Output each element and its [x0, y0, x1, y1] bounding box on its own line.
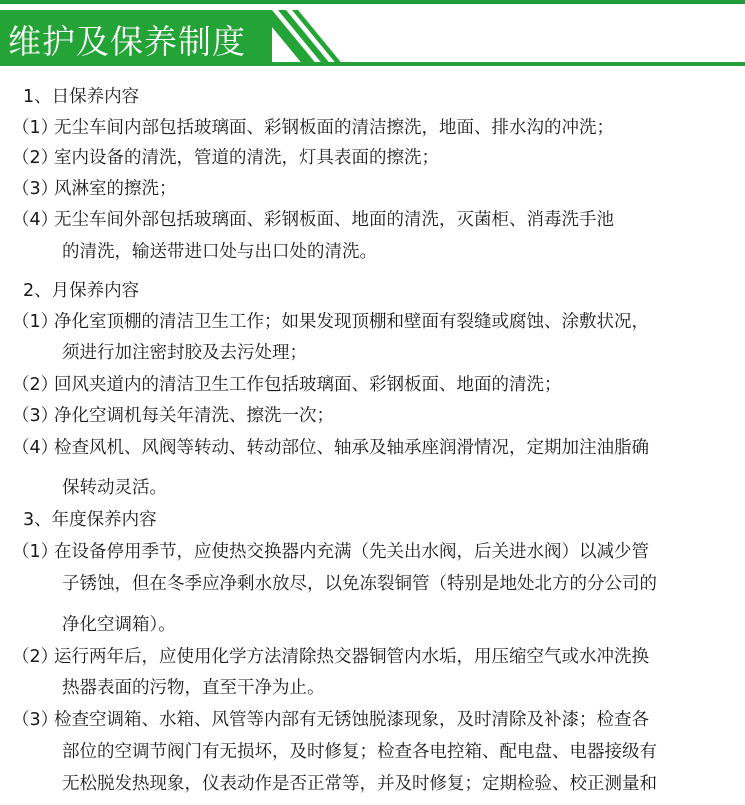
- item-text: 无尘车间外部包括玻璃面、彩钢板面、地面的清洗，灭菌柜、消毒洗手池: [54, 210, 614, 230]
- item-number: （4）: [12, 210, 59, 230]
- item-number: （3）: [12, 406, 59, 426]
- list-item-line: [12, 709, 649, 731]
- item-text: 室内设备的清洗，管道的清洗，灯具表面的擦洗；: [54, 148, 439, 168]
- list-item-line: [12, 117, 614, 139]
- list-item-line: [12, 646, 649, 668]
- item-number: （1）: [12, 312, 59, 332]
- item-number: （3）: [12, 179, 59, 199]
- item-number: （3）: [12, 710, 59, 730]
- item-text: 须进行加注密封胶及去污处理；: [62, 343, 307, 363]
- item-text: 净化室顶棚的清洁卫生工作；如果发现顶棚和壁面有裂缝或腐蚀、涂敷状况，: [54, 312, 649, 332]
- list-item-line: [12, 374, 562, 396]
- item-text: 热器表面的污物，直至干净为止。: [62, 678, 325, 698]
- item-number: （2）: [12, 148, 59, 168]
- list-item-line: [62, 573, 657, 595]
- item-number: （1）: [12, 118, 59, 138]
- section-heading: 1、日保养内容: [23, 87, 140, 107]
- item-text: 部位的空调节阀门有无损坏，及时修复；检查各电控箱、配电盘、电器接级有: [62, 742, 657, 762]
- list-item-line: [62, 342, 307, 364]
- item-text: 无尘车间内部包括玻璃面、彩钢板面的清洁擦洗，地面、排水沟的冲洗；: [54, 118, 614, 138]
- list-item-line: [12, 311, 649, 333]
- top-accent-line: [0, 0, 745, 4]
- item-text: 无松脱发热现象，仪表动作是否正常等，并及时修复；定期检验、校正测量和: [62, 774, 657, 794]
- list-item-line: [12, 405, 334, 427]
- item-text: 检查风机、风阀等转动、转动部位、轴承及轴承座润滑情况，定期加注油脂确: [54, 438, 649, 458]
- list-item-line: [62, 741, 657, 763]
- list-item-line: [62, 614, 176, 636]
- list-item-line: [62, 477, 167, 499]
- list-item-line: [12, 209, 614, 231]
- list-item-line: [62, 773, 657, 795]
- item-number: （4）: [12, 438, 59, 458]
- page-title: 维护及保养制度: [8, 22, 246, 61]
- section-heading: 3、年度保养内容: [23, 510, 157, 530]
- item-text: 净化空调机每关年清洗、擦洗一次；: [54, 406, 334, 426]
- banner-underline: [0, 62, 745, 66]
- list-item-line: [62, 241, 377, 263]
- item-text: 的清洗，输送带进口处与出口处的清洗。: [62, 242, 377, 262]
- section-heading: 2、月保养内容: [23, 281, 140, 301]
- item-number: （1）: [12, 542, 59, 562]
- title-banner: [0, 10, 745, 66]
- item-text: 在设备停用季节，应使热交换器内充满（先关出水阀，后关进水阀）以减少管: [54, 542, 649, 562]
- item-text: 检查空调箱、水箱、风管等内部有无锈蚀脱漆现象，及时清除及补漆；检查各: [54, 710, 649, 730]
- item-text: 保转动灵活。: [62, 478, 167, 498]
- item-text: 净化空调箱）。: [62, 615, 176, 635]
- item-text: 子锈蚀，但在冬季应净剩水放尽，以免冻裂铜管（特别是地处北方的分公司的: [62, 574, 657, 594]
- list-item-line: [12, 437, 649, 459]
- banner-stripes-icon: [258, 10, 348, 66]
- list-item-line: [12, 147, 439, 169]
- list-item-line: [62, 677, 325, 699]
- item-text: 风淋室的擦洗；: [54, 179, 177, 199]
- item-text: 回风夹道内的清洁卫生工作包括玻璃面、彩钢板面、地面的清洗；: [54, 375, 562, 395]
- item-number: （2）: [12, 647, 59, 667]
- item-number: （2）: [12, 375, 59, 395]
- list-item-line: [12, 178, 177, 200]
- item-text: 运行两年后，应使用化学方法清除热交器铜管内水垢，用压缩空气或水冲洗换: [54, 647, 649, 667]
- list-item-line: [12, 541, 649, 563]
